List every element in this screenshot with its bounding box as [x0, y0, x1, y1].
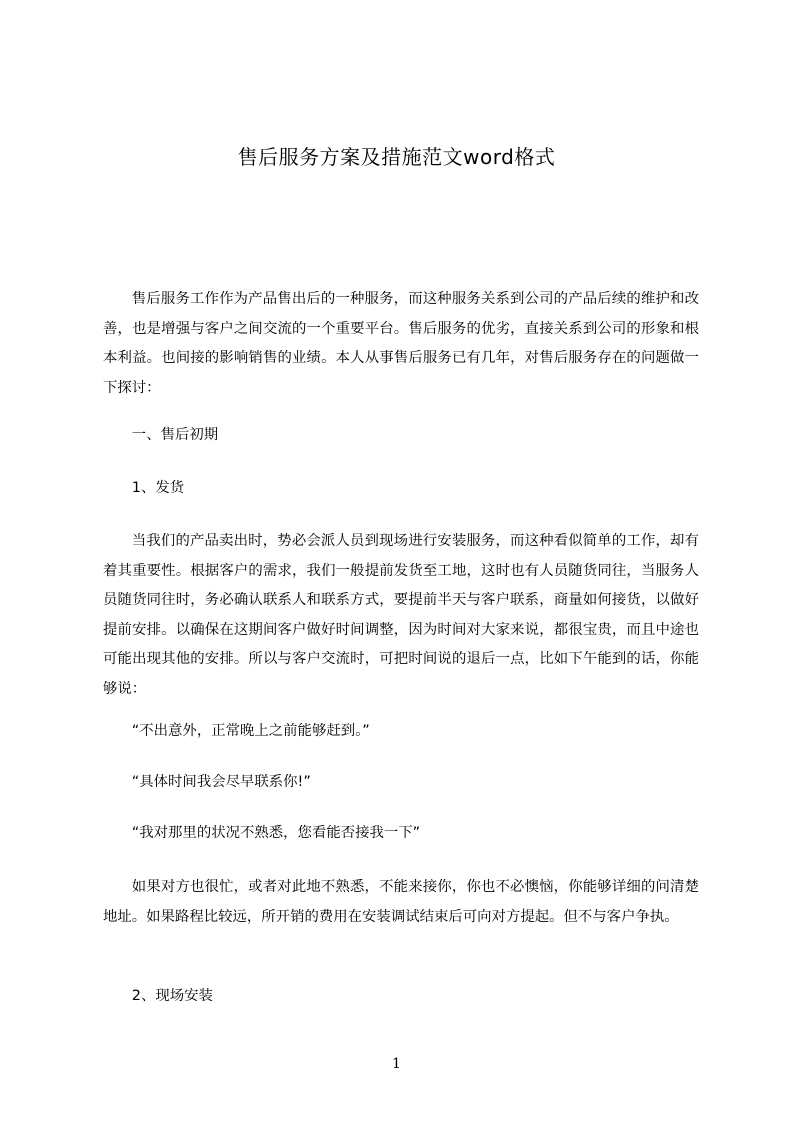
page-number: 1: [392, 1056, 401, 1072]
document-title: 售后服务方案及措施范文word格式: [237, 145, 556, 169]
section-heading-1: 一、售后初期: [131, 427, 219, 443]
followup-paragraph: 如果对方也很忙，或者对此地不熟悉，不能来接你，你也不必懊恼，你能够详细的问清楚地址。如果路程比较远，所开销的费用在安装调试结束后可向对方提起。但不与客户争执。: [103, 879, 699, 925]
quote-3: “我对那里的状况不熟悉，您看能否接我一下”: [131, 825, 421, 841]
subsection-heading-2: 2、现场安装: [131, 988, 213, 1004]
shipping-paragraph: 当我们的产品卖出时，势必会派人员到现场进行安装服务，而这种看似简单的工作，却有着其重要性。根据客户的需求，我们一般提前发货至工地，这时也有人员随货同往，当服务人员随货同往时，务必确认联系人和联系方式，要提前半天与客户联系，商量如何接货，以做好提前安排。以确保在这期间客户做好时间调整，因为时间对大家来说，都很宝贵，而且中途也可能出现其他的安排。所以与客户交流时，可把时间说的退后一点，比如下午能到的话，你能够说：: [103, 533, 699, 697]
subsection-heading-1: 1、发货: [131, 480, 185, 496]
quote-1: “不出意外，正常晚上之前能够赶到。”: [131, 723, 370, 739]
intro-paragraph: 售后服务工作作为产品售出后的一种服务，而这种服务关系到公司的产品后续的维护和改善，也是增强与客户之间交流的一个重要平台。售后服务的优劣，直接关系到公司的形象和根本利益。也间接的影响销售的业绩。本人从事售后服务已有几年，对售后服务存在的问题做一下探讨：: [103, 291, 699, 396]
quote-2: “具体时间我会尽早联系你!”: [131, 774, 311, 790]
